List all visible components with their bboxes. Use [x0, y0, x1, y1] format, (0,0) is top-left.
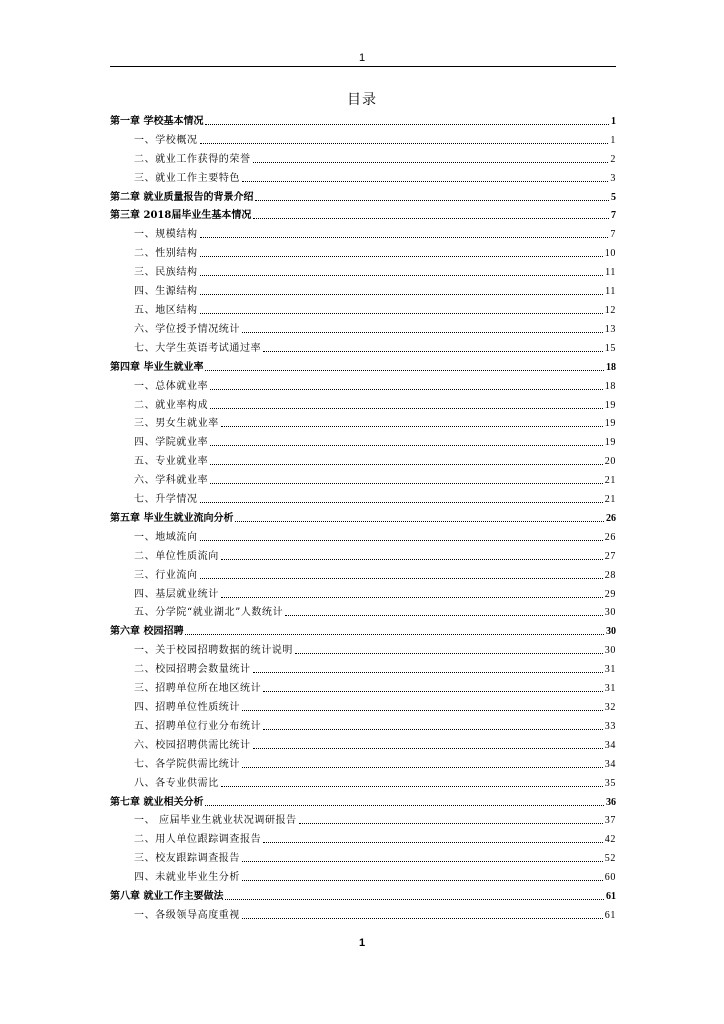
toc-dot-leader [253, 747, 603, 749]
toc-section-entry[interactable] [110, 865, 616, 884]
toc-section-entry[interactable] [110, 657, 616, 676]
toc-entry-title: 第八章 就业工作主要做法 [110, 891, 224, 903]
toc-entry-page: 18 [604, 380, 616, 392]
toc-dot-leader [200, 577, 603, 579]
toc-section-entry[interactable] [110, 147, 616, 166]
toc-entry-page: 15 [604, 342, 616, 354]
toc-section-entry[interactable] [110, 449, 616, 468]
toc-entry-title: 四、基层就业统计 [134, 588, 219, 600]
toc-entry-title: 二、用人单位跟踪调查报告 [134, 834, 262, 846]
toc-chapter-entry[interactable] [110, 109, 616, 128]
toc-entry-title: 七、大学生英语考试通过率 [134, 342, 262, 354]
toc-entry-title: 二、就业工作获得的荣誉 [134, 153, 251, 165]
toc-section-entry[interactable] [110, 544, 616, 563]
toc-dot-leader [235, 520, 604, 522]
toc-entry-title: 四、未就业毕业生分析 [134, 872, 240, 884]
toc-section-entry[interactable] [110, 430, 616, 449]
toc-section-entry[interactable] [110, 752, 616, 771]
toc-entry-title: 四、学院就业率 [134, 437, 209, 449]
toc-entry-page: 36 [606, 796, 616, 808]
toc-entry-title: 五、分学院“就业湖北”人数统计 [134, 607, 284, 619]
toc-entry-page: 26 [606, 512, 616, 524]
toc-entry-page: 61 [606, 891, 616, 903]
toc-entry-title: 二、性别结构 [134, 248, 198, 260]
toc-dot-leader [299, 822, 603, 824]
toc-entry-title: 二、单位性质流向 [134, 550, 219, 562]
toc-entry-page: 3 [610, 172, 616, 184]
toc-entry-page: 31 [604, 664, 616, 676]
toc-entry-title: 一、各级领导高度重视 [134, 909, 240, 921]
toc-section-entry[interactable] [110, 846, 616, 865]
toc-entry-page: 30 [606, 626, 616, 638]
toc-dot-leader [200, 274, 604, 276]
toc-entry-page: 11 [605, 267, 616, 279]
toc-section-entry[interactable] [110, 279, 616, 298]
toc-entry-page: 18 [606, 361, 616, 373]
toc-dot-leader [242, 860, 603, 862]
toc-entry-page: 29 [604, 588, 616, 600]
toc-entry-page: 19 [604, 437, 616, 449]
toc-dot-leader [255, 199, 609, 201]
toc-section-entry[interactable] [110, 676, 616, 695]
toc-dot-leader [200, 312, 603, 314]
toc-dot-leader [242, 709, 603, 711]
toc-dot-leader [200, 255, 603, 257]
toc-entry-page: 60 [604, 872, 616, 884]
toc-dot-leader [225, 898, 604, 900]
footer-page-number: 1 [358, 937, 366, 949]
toc-entry-page: 19 [604, 399, 616, 411]
toc-entry-title: 七、升学情况 [134, 494, 198, 506]
toc-entry-title: 一、规模结构 [134, 229, 198, 241]
toc-entry-page: 2 [610, 153, 616, 165]
toc-entry-page: 21 [604, 475, 616, 487]
toc-entry-title: 一、关于校园招聘数据的统计说明 [134, 645, 293, 657]
toc-entry-title: 二、就业率构成 [134, 399, 209, 411]
toc-entry-page: 27 [604, 550, 616, 562]
toc-dot-leader [242, 331, 603, 333]
toc-section-entry[interactable] [110, 241, 616, 260]
toc-entry-title: 四、生源结构 [134, 286, 198, 298]
toc-dot-leader [200, 293, 604, 295]
toc-section-entry[interactable] [110, 412, 616, 431]
toc-section-entry[interactable] [110, 487, 616, 506]
toc-dot-leader [285, 614, 603, 616]
toc-entry-title: 一、 应届毕业生就业状况调研报告 [134, 815, 297, 827]
toc-entry-page: 26 [604, 531, 616, 543]
toc-entry-page: 34 [604, 758, 616, 770]
toc-entry-page: 31 [604, 683, 616, 695]
toc-entry-page: 5 [611, 191, 616, 203]
toc-section-entry[interactable] [110, 771, 616, 790]
toc-entry-page: 34 [604, 739, 616, 751]
toc-dot-leader [295, 652, 603, 654]
toc-section-entry[interactable] [110, 222, 616, 241]
toc-dot-leader [200, 142, 609, 144]
toc-dot-leader [242, 879, 603, 881]
toc-entry-page: 7 [610, 229, 616, 241]
toc-entry-page: 7 [611, 210, 616, 222]
toc-entry-page: 30 [604, 607, 616, 619]
toc-dot-leader [210, 444, 603, 446]
toc-entry-title: 第五章 毕业生就业流向分析 [110, 512, 234, 524]
toc-entry-title: 一、总体就业率 [134, 380, 209, 392]
toc-section-entry[interactable] [110, 298, 616, 317]
toc-entry-page: 1 [610, 134, 616, 146]
toc-dot-leader [263, 841, 603, 843]
toc-dot-leader [263, 728, 603, 730]
toc-entry-page: 28 [604, 569, 616, 581]
toc-entry-title: 第四章 毕业生就业率 [110, 361, 204, 373]
toc-dot-leader [200, 539, 603, 541]
toc-entry-title: 二、校园招聘会数量统计 [134, 664, 251, 676]
toc-entry-title: 六、学科就业率 [134, 475, 209, 487]
toc-chapter-entry[interactable] [110, 790, 616, 809]
toc-entry-page: 52 [604, 853, 616, 865]
toc-section-entry[interactable] [110, 733, 616, 752]
toc-section-entry[interactable] [110, 336, 616, 355]
toc-entry-title: 一、地域流向 [134, 531, 198, 543]
toc-entry-title: 五、招聘单位行业分布统计 [134, 720, 262, 732]
toc-section-entry[interactable] [110, 468, 616, 487]
toc-entry-page: 10 [604, 248, 616, 260]
toc-dot-leader [253, 217, 609, 219]
toc-dot-leader [210, 407, 603, 409]
toc-section-entry[interactable] [110, 809, 616, 828]
toc-chapter-entry[interactable] [110, 506, 616, 525]
toc-dot-leader [210, 463, 603, 465]
toc-section-entry[interactable] [110, 260, 616, 279]
toc-entry-page: 1 [611, 115, 616, 127]
toc-dot-leader [205, 123, 609, 125]
toc-entry-page: 32 [604, 702, 616, 713]
toc-entry-title: 三、校友跟踪调查报告 [134, 853, 240, 865]
toc-section-entry[interactable] [110, 374, 616, 393]
toc-entry-title: 三、行业流向 [134, 569, 198, 581]
toc-section-entry[interactable] [110, 525, 616, 544]
toc-dot-leader [221, 596, 603, 598]
toc-section-entry[interactable] [110, 903, 616, 922]
toc-section-entry[interactable] [110, 714, 616, 733]
toc-dot-leader [221, 785, 603, 787]
toc-dot-leader [200, 501, 603, 503]
table-of-contents [110, 109, 616, 922]
header-rule [110, 66, 616, 67]
toc-dot-leader [200, 236, 609, 238]
toc-entry-page: 35 [604, 777, 616, 789]
toc-entry-page: 61 [604, 909, 616, 921]
toc-section-entry[interactable] [110, 393, 616, 412]
toc-section-entry[interactable] [110, 827, 616, 846]
toc-entry-page: 20 [604, 456, 616, 468]
toc-dot-leader [205, 369, 604, 371]
toc-entry-title: 一、学校概况 [134, 134, 198, 146]
toc-entry-title: 四、招聘单位性质统计 [134, 702, 240, 713]
toc-dot-leader [253, 671, 603, 673]
toc-entry-title: 三、男女生就业率 [134, 418, 219, 430]
toc-dot-leader [210, 482, 603, 484]
toc-entry-page: 13 [604, 323, 616, 335]
toc-section-entry[interactable] [110, 563, 616, 582]
toc-chapter-entry[interactable] [110, 204, 616, 223]
toc-entry-page: 30 [604, 645, 616, 657]
toc-entry-title: 第六章 校园招聘 [110, 626, 184, 638]
toc-entry-title: 五、地区结构 [134, 304, 198, 316]
toc-dot-leader [263, 690, 603, 692]
toc-entry-page: 21 [604, 494, 616, 506]
toc-section-entry[interactable] [110, 695, 616, 714]
toc-entry-page: 19 [604, 418, 616, 430]
toc-chapter-entry[interactable] [110, 355, 616, 374]
toc-dot-leader [242, 766, 603, 768]
toc-entry-title: 第三章 2018届毕业生基本情况 [110, 210, 252, 222]
toc-entry-title: 第七章 就业相关分析 [110, 796, 204, 808]
toc-section-entry[interactable] [110, 582, 616, 601]
toc-entry-page: 11 [605, 286, 616, 298]
header-page-number: 1 [358, 52, 366, 64]
toc-entry-page: 37 [604, 815, 616, 827]
toc-entry-title: 五、专业就业率 [134, 456, 209, 468]
toc-chapter-entry[interactable] [110, 884, 616, 903]
toc-dot-leader [242, 180, 608, 182]
toc-dot-leader [263, 350, 603, 352]
toc-section-entry[interactable] [110, 317, 616, 336]
toc-entry-title: 三、就业工作主要特色 [134, 172, 240, 184]
toc-title: 目录 [347, 92, 377, 108]
toc-section-entry[interactable] [110, 128, 616, 147]
toc-dot-leader [221, 558, 603, 560]
toc-chapter-entry[interactable] [110, 619, 616, 638]
toc-entry-title: 三、招聘单位所在地区统计 [134, 683, 262, 695]
toc-entry-page: 12 [604, 304, 616, 316]
toc-entry-title: 六、学位授予情况统计 [134, 323, 240, 335]
toc-dot-leader [242, 917, 603, 919]
toc-dot-leader [221, 425, 603, 427]
toc-entry-title: 八、各专业供需比 [134, 777, 219, 789]
toc-dot-leader [185, 633, 604, 635]
toc-entry-title: 七、各学院供需比统计 [134, 758, 240, 770]
toc-entry-title: 六、校园招聘供需比统计 [134, 739, 251, 751]
toc-entry-title: 第一章 学校基本情况 [110, 115, 204, 127]
toc-entry-title: 三、民族结构 [134, 267, 198, 279]
toc-chapter-entry[interactable] [110, 185, 616, 204]
toc-section-entry[interactable] [110, 166, 616, 185]
toc-section-entry[interactable] [110, 638, 616, 657]
toc-dot-leader [253, 161, 609, 163]
toc-entry-page: 42 [604, 834, 616, 846]
toc-dot-leader [210, 388, 603, 390]
toc-entry-title: 第二章 就业质量报告的背景介绍 [110, 191, 254, 203]
toc-dot-leader [205, 804, 604, 806]
toc-entry-page: 33 [604, 720, 616, 732]
toc-section-entry[interactable] [110, 601, 616, 620]
